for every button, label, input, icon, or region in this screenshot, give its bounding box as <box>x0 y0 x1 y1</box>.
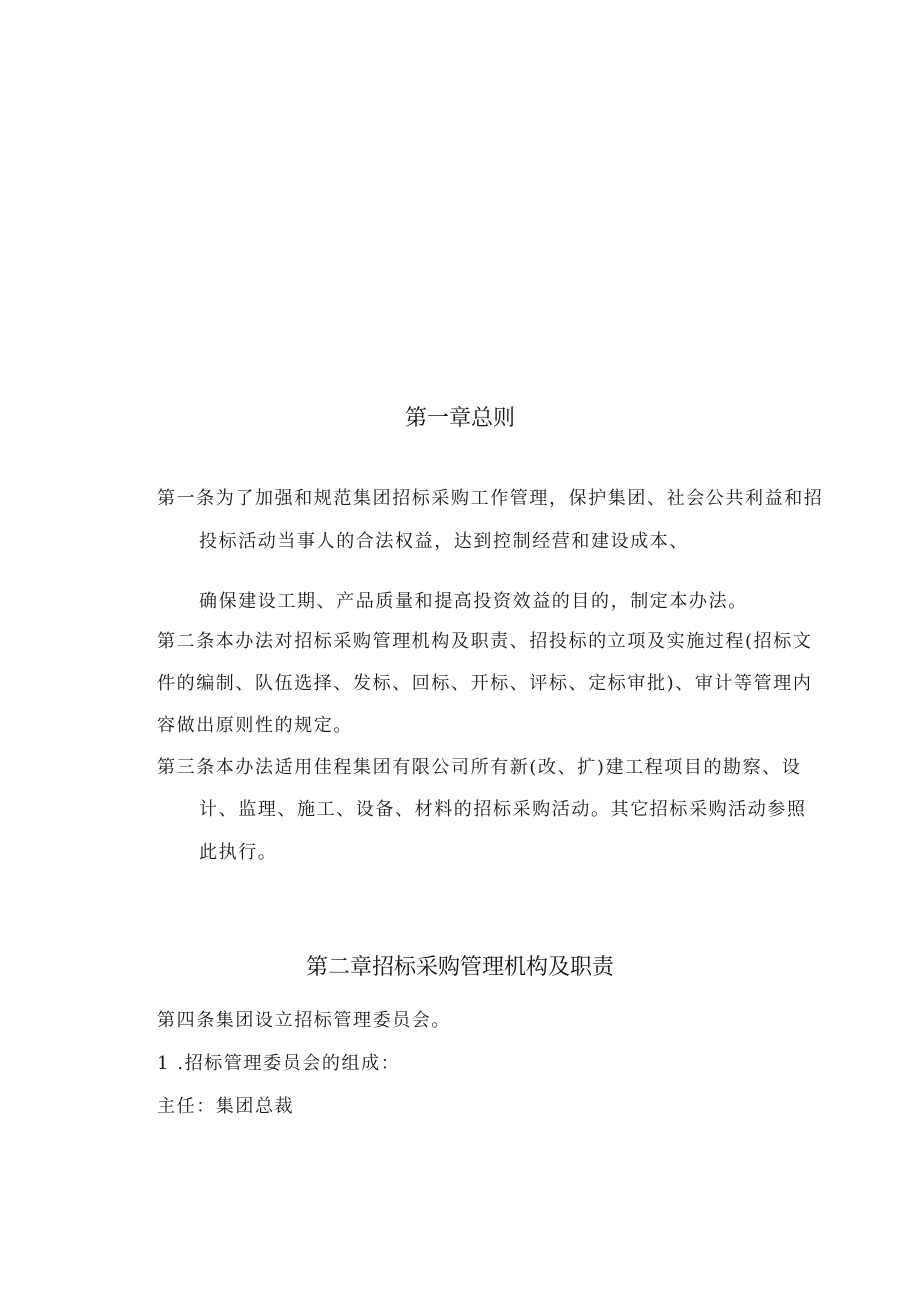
article-2-line-1: 第二条本办法对招标采购管理机构及职责、招投标的立项及实施过程(招标文 <box>157 631 813 652</box>
article-3-line-2: 计、监理、施工、设备、材料的招标采购活动。其它招标采购活动参照 <box>199 799 807 820</box>
article-3-line-1: 第三条本办法适用佳程集团有限公司所有新(改、扩)建工程项目的勘察、设 <box>157 757 802 778</box>
committee-chair: 主任：集团总裁 <box>157 1096 295 1117</box>
article-1-line-2: 投标活动当事人的合法权益，达到控制经营和建设成本、 <box>199 531 689 552</box>
committee-composition-item: 1 .招标管理委员会的组成： <box>157 1053 401 1074</box>
article-4: 第四条集团设立招标管理委员会。 <box>157 1010 451 1031</box>
chapter2-title: 第二章招标采购管理机构及职责 <box>305 955 614 980</box>
article-2-line-2: 件的编制、队伍选择、发标、回标、开标、评标、定标审批)、审计等管理内 <box>157 673 813 694</box>
article-2-line-3: 容做出原则性的规定。 <box>157 715 353 736</box>
article-1-line-1: 第一条为了加强和规范集团招标采购工作管理，保护集团、社会公共利益和招 <box>157 488 824 509</box>
chapter1-title: 第一章总则 <box>404 406 515 431</box>
article-3-line-3: 此执行。 <box>199 842 278 863</box>
article-1-line-3: 确保建设工期、产品质量和提高投资效益的目的，制定本办法。 <box>199 591 748 612</box>
